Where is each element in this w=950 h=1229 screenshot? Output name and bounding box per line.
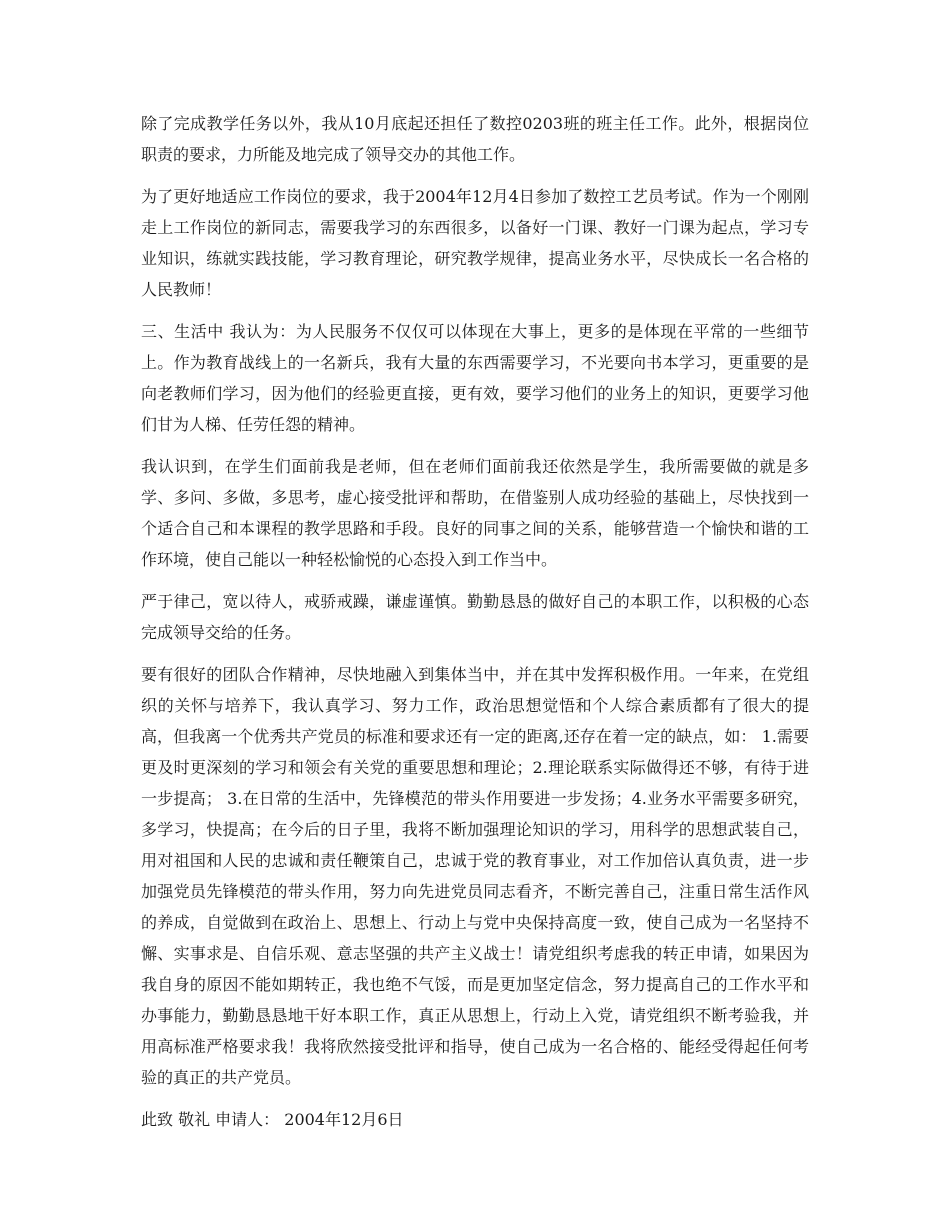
document-page (141, 108, 809, 1135)
paragraph-class-teacher-duty: 除了完成教学任务以外，我从10月底起还担任了数控0203班的班主任工作。此外，根据岗位职责的要求，力所能及地完成了领导交办的其他工作。 (141, 114, 809, 164)
closing-signature-line: 此致 敬礼 申请人： 2004年12月6日 (141, 1110, 404, 1129)
paragraph-learning-attitude: 我认识到，在学生们面前我是老师，但在老师们面前我还依然是学生，我所需要做的就是多学、多问、多做，多思考，虚心接受批评和帮助，在借鉴别人成功经验的基础上，尽快找到一个适合自己和本课程的教学思路和手段。良好的同事之间的关系，能够营造一个愉快和谐的工作环境，使自己能以一种轻松愉悦的心态投入到工作当中。 (141, 457, 809, 569)
paragraph-exam-and-growth: 为了更好地适应工作岗位的要求，我于2004年12月4日参加了数控工艺员考试。作为一个刚刚走上工作岗位的新同志，需要我学习的东西很多，以备好一门课、教好一门课为起点，学习专业知识，练就实践技能，学习教育理论，研究教学规律，提高业务水平，尽快成长一名合格的人民教师！ (141, 187, 809, 299)
paragraph-self-discipline: 严于律己，宽以待人，戒骄戒躁，谦虚谨慎。勤勤恳恳的做好自己的本职工作，以积极的心态完成领导交给的任务。 (141, 592, 809, 642)
paragraph-life-section: 三、生活中 我认为：为人民服务不仅仅可以体现在大事上，更多的是体现在平常的一些细节上。作为教育战线上的一名新兵，我有大量的东西需要学习，不光要向书本学习，更重要的是向老教师们学习，因为他们的经验更直接，更有效，要学习他们的业务上的知识，更要学习他们甘为人梯、任劳任怨的精神。 (141, 322, 809, 434)
paragraph-teamwork-and-application: 要有很好的团队合作精神，尽快地融入到集体当中，并在其中发挥积极作用。一年来，在党组织的关怀与培养下，我认真学习、努力工作，政治思想觉悟和个人综合素质都有了很大的提高，但我离一个优秀共产党员的标准和要求还有一定的距离,还存在着一定的缺点，如： 1.需要更及时更深刻的学习和领会有关党的重要思想和理论；2.理论联系实际做得还不够，有待于进一步提高； 3.在日常的生活中，先锋模范的带头作用要进一步发扬；4.业务水平需要多研究，多学习，快提高；在今后的日子里，我将不断加强理论知识的学习，用科学的思想武装自己，用对祖国和人民的忠诚和责任鞭策自己，忠诚于党的教育事业，对工作加倍认真负责，进一步加强党员先锋模范的带头作用，努力向先进党员同志看齐，不断完善自己，注重日常生活作风的养成，自觉做到在政治上、思想上、行动上与党中央保持高度一致，使自己成为一名坚持不懈、实事求是、自信乐观、意志坚强的共产主义战士！请党组织考虑我的转正申请，如果因为我自身的原因不能如期转正，我也绝不气馁，而是更加坚定信念，努力提高自己的工作水平和办事能力，勤勤恳恳地干好本职工作，真正从思想上，行动上入党，请党组织不断考验我，并用高标准严格要求我！我将欣然接受批评和指导，使自己成为一名合格的、能经受得起任何考验的真正的共产党员。 (141, 665, 809, 1087)
